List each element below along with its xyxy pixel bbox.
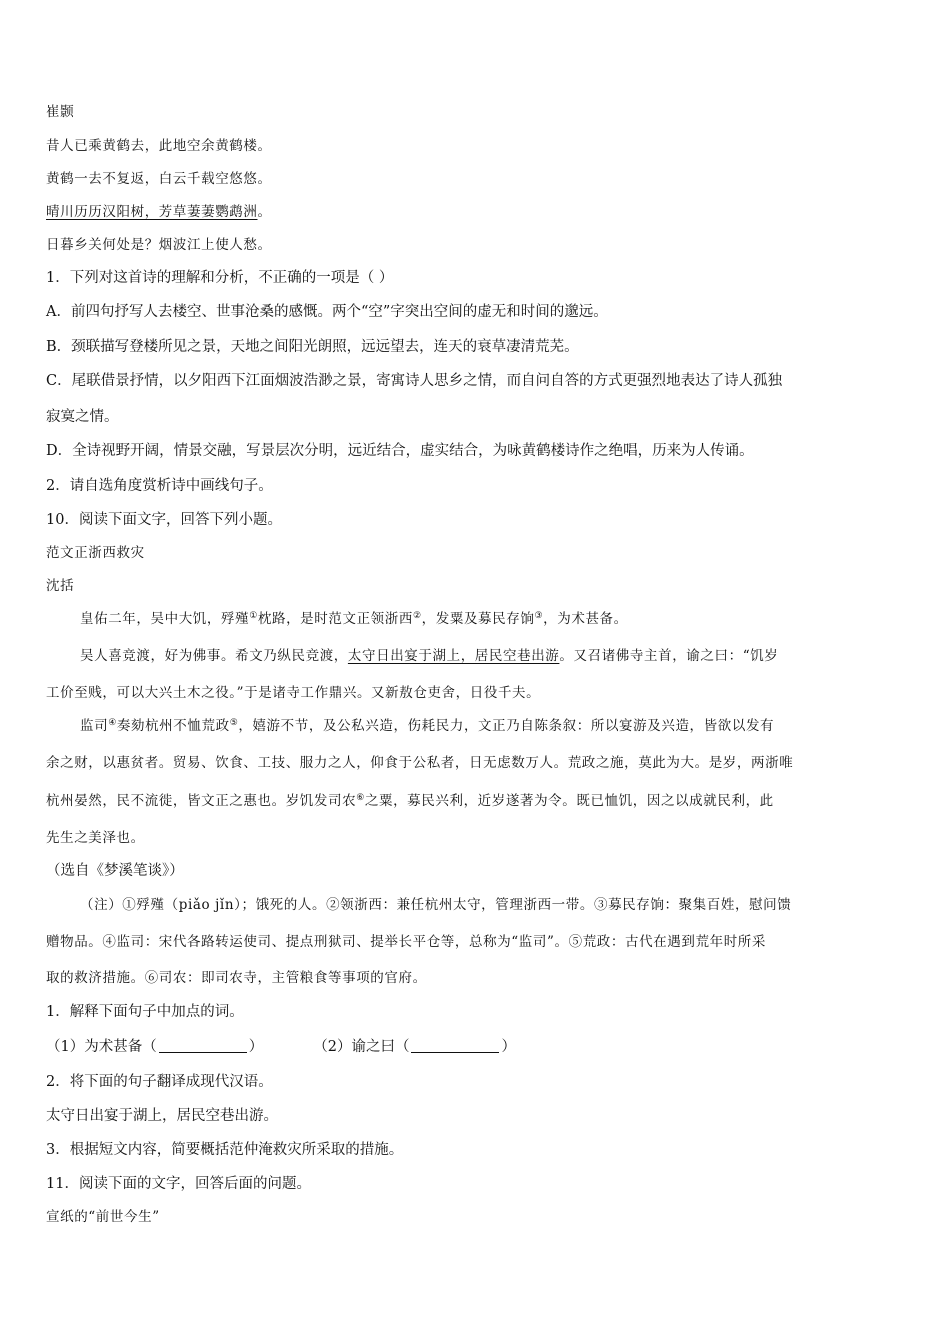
- question-10-1-items: （1）为术甚备（ ） （2）谕之曰（ ）: [46, 1039, 516, 1055]
- passage-para-3-line-4: 先生之美泽也。: [46, 830, 145, 846]
- poem-author: 崔颢: [46, 104, 75, 120]
- passage-para-3: 监司④奏劾杭州不恤荒政⑤，嬉游不节，及公私兴造，伤耗民力，文正乃自陈条叙：所以宴游及兴造，皆欲以发有: [80, 718, 775, 734]
- question-11-header: 11．阅读下面的文字，回答后面的问题。: [46, 1176, 311, 1192]
- question-10-3: 3．根据短文内容，简要概括范仲淹救灾所采取的措施。: [46, 1142, 404, 1158]
- passage-source: （选自《梦溪笔谈》）: [46, 863, 184, 879]
- passage-para-3-line-2: 余之财，以惠贫者。贸易、饮食、工技、服力之人，仰食于公私者，日无虑数万人。荒政之施，莫此为大。是岁，两浙唯: [46, 755, 794, 771]
- option-c: C．尾联借景抒情，以夕阳西下江面烟波浩渺之景，寄寓诗人思乡之情，而自问自答的方式更强烈地表达了诗人孤独: [46, 373, 783, 389]
- question-9-1: 1．下列对这首诗的理解和分析，不正确的一项是（ ）: [46, 270, 394, 286]
- underlined-sentence: 太守日出宴于湖上，居民空巷出游: [347, 648, 560, 664]
- option-b: B．颈联描写登楼所见之景，天地之间阳光朗照，远远望去，连天的衰草凄清荒芜。: [46, 339, 579, 355]
- option-d: D．全诗视野开阔，情景交融，写景层次分明，远近结合，虚实结合，为咏黄鹤楼诗作之绝唱，历来为人传诵。: [46, 443, 754, 459]
- answer-blank-1[interactable]: [159, 1038, 247, 1053]
- notes-line-3: 取的救济措施。⑥司农：即司农寺，主管粮食等事项的官府。: [46, 970, 427, 986]
- poem-line-1: 昔人已乘黄鹤去，此地空余黄鹤楼。: [46, 138, 272, 154]
- question-10-1: 1．解释下面句子中加点的词。: [46, 1004, 244, 1020]
- option-a: A．前四句抒写人去楼空、世事沧桑的感慨。两个“空”字突出空间的虚无和时间的邈远。: [46, 304, 608, 320]
- passage-author: 沈括: [46, 578, 75, 594]
- passage-title: 范文正浙西救灾: [46, 545, 145, 561]
- underlined-poem-line: 晴川历历汉阳树，芳草萋萋鹦鹉洲: [46, 204, 258, 220]
- question-10-2: 2．将下面的句子翻译成现代汉语。: [46, 1074, 273, 1090]
- passage-para-1: 皇佑二年，吴中大饥，殍殣①枕路，是时范文正领浙西②，发粟及募民存饷③，为术甚备。: [80, 611, 628, 627]
- question-10-2-sentence: 太守日出宴于湖上，居民空巷出游。: [46, 1108, 278, 1124]
- notes-line-1: （注）①殍殣（piǎo jǐn）；饿死的人。②领浙西：兼任杭州太守，管理浙西一带。③募民存饷：聚集百姓，慰问馈: [80, 897, 792, 913]
- notes-line-2: 赠物品。④监司：宋代各路转运使司、提点刑狱司、提举长平仓等，总称为“监司”。⑤荒政：古代在遇到荒年时所采: [46, 934, 767, 950]
- poem-line-2: 黄鹤一去不复返，白云千载空悠悠。: [46, 171, 272, 187]
- passage-para-2-cont: 工价至贱，可以大兴土木之役。”于是诸寺工作鼎兴。又新敖仓吏舍，日役千夫。: [46, 685, 541, 701]
- option-c-cont: 寂寞之情。: [46, 409, 119, 425]
- passage-para-3-line-3: 杭州晏然，民不流徙，皆文正之惠也。岁饥发司农⑥之粟，募民兴利，近岁遂著为令。既已恤饥，因之以成就民利，此: [46, 793, 774, 809]
- poem-line-4: 日暮乡关何处是？烟波江上使人愁。: [46, 237, 272, 253]
- poem-line-3: 晴川历历汉阳树，芳草萋萋鹦鹉洲。: [46, 204, 272, 220]
- passage-para-2: 吴人喜竞渡，好为佛事。希文乃纵民竞渡，太守日出宴于湖上，居民空巷出游。又召诸佛寺主首，谕之曰：“饥岁: [80, 648, 779, 664]
- question-9-2: 2．请自选角度赏析诗中画线句子。: [46, 478, 273, 494]
- question-10-header: 10．阅读下面文字，回答下列小题。: [46, 512, 282, 528]
- answer-blank-2[interactable]: [411, 1038, 499, 1053]
- passage-11-title: 宣纸的“前世今生”: [46, 1209, 160, 1225]
